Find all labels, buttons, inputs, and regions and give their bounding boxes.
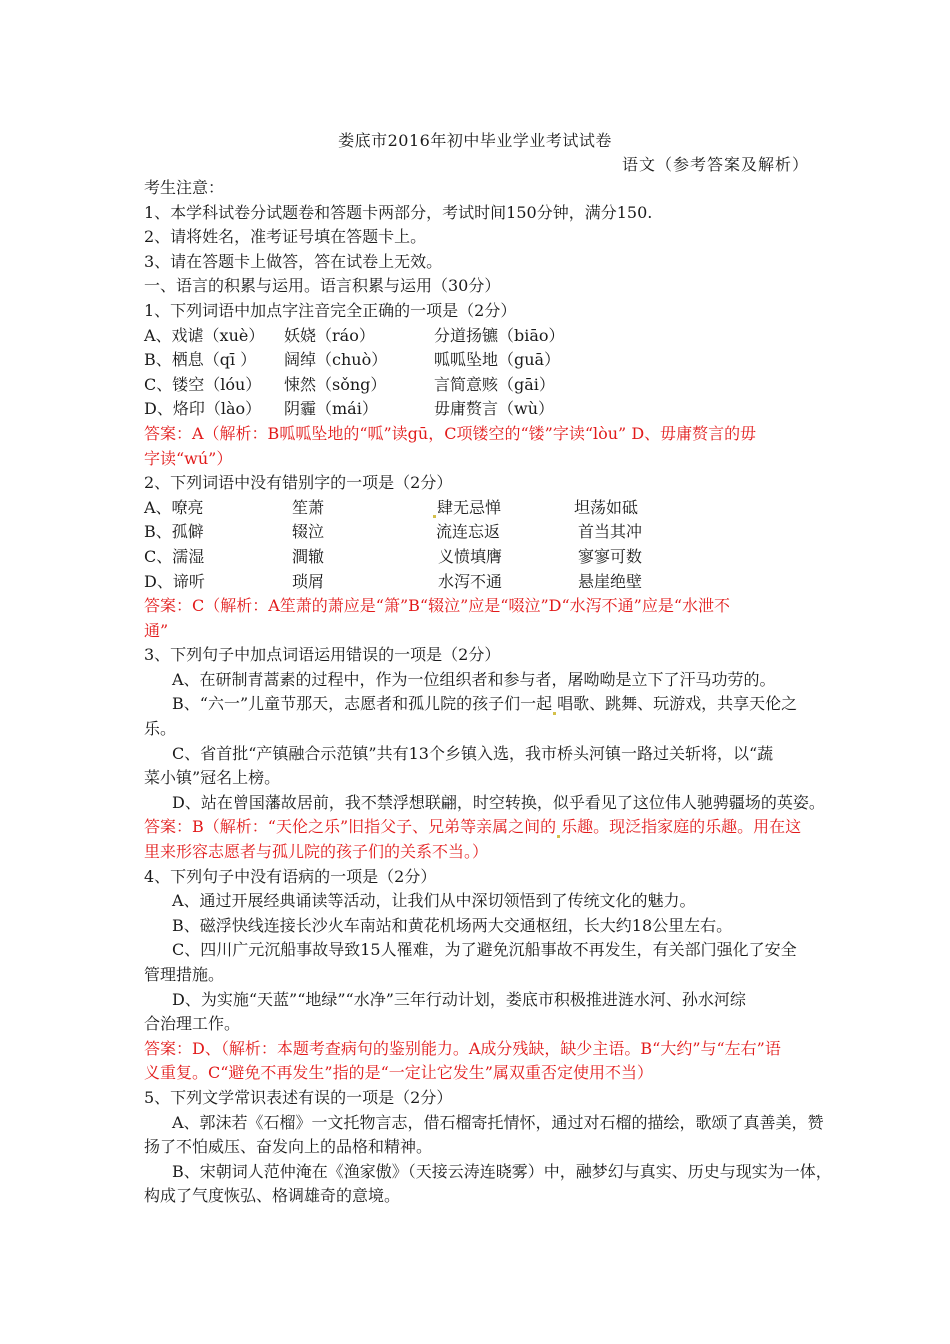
option-row bbox=[144, 496, 812, 521]
option-line: 合治理工作。 bbox=[144, 1014, 241, 1034]
stray-mark bbox=[557, 835, 560, 838]
option-line: 乐。 bbox=[144, 719, 177, 739]
option-row bbox=[144, 348, 812, 373]
question-stem: 4、下列句子中没有语病的一项是（2分） bbox=[144, 866, 437, 886]
question-stem: 2、下列词语中没有错别字的一项是（2分） bbox=[144, 473, 453, 493]
option-line: A、在研制青蒿素的过程中，作为一位组织者和参与者，屠呦呦是立下了汗马功劳的。 bbox=[172, 669, 776, 689]
notice-item: 2、请将姓名，准考证号填在答题卡上。 bbox=[144, 227, 427, 247]
option-cell: 坦荡如砥 bbox=[574, 497, 639, 517]
option-cell: 阴霾（mái） bbox=[284, 399, 378, 419]
answer-line: 通” bbox=[144, 620, 169, 640]
stray-mark bbox=[553, 712, 556, 715]
option-cell: 悬崖绝壁 bbox=[578, 571, 643, 591]
answer-line: 答案：D、（解析：本题考查病句的鉴别能力。A成分残缺，缺少主语。B“大约”与“左右”语 bbox=[144, 1038, 781, 1058]
answer-line: 义重复。C“避免不再发生”指的是“一定让它发生”属双重否定使用不当） bbox=[144, 1063, 653, 1083]
option-line: D、为实施“天蓝”“地绿”“水净”三年行动计划，娄底市积极推进涟水河、孙水河综 bbox=[172, 989, 746, 1009]
notice-item: 1、本学科试卷分试题卷和答题卡两部分，考试时间150分钟，满分150. bbox=[144, 202, 653, 222]
answer-block bbox=[144, 1037, 812, 1086]
option-cell: 流连忘返 bbox=[436, 522, 501, 542]
page-title: 娄底市2016年初中毕业学业考试试卷 bbox=[338, 131, 612, 150]
option-line: 管理措施。 bbox=[144, 965, 225, 984]
option-cell: B、栖息（qī ） bbox=[144, 350, 257, 370]
option-cell: 澗辙 bbox=[292, 546, 325, 566]
question-stem: 1、下列词语中加点字注音完全正确的一项是（2分） bbox=[144, 300, 517, 320]
option-line: 菜小镇”冠名上榜。 bbox=[144, 768, 281, 788]
option-cell: B、孤僻 bbox=[144, 522, 204, 542]
option-cell: C、镂空（lóu） bbox=[144, 374, 262, 394]
option-cell: 分道扬镳（biāo） bbox=[434, 325, 565, 345]
option-cell: 寥寥可数 bbox=[578, 546, 643, 566]
option-line: B、磁浮快线连接长沙火车南站和黄花机场两大交通枢纽，长大约18公里左右。 bbox=[172, 915, 733, 935]
option-cell: 言简意赅（gāi） bbox=[434, 374, 555, 394]
option-cell: A、戏谑（xuè） bbox=[144, 325, 265, 345]
option-cell: 悚然（sǒng） bbox=[284, 374, 387, 394]
option-cell: 妖娆（ráo） bbox=[284, 325, 375, 345]
option-line: C、四川广元沉船事故导致15人罹难，为了避免沉船事故不再发生，有关部门强化了安全 bbox=[172, 940, 797, 960]
answer-block bbox=[144, 594, 812, 643]
option-cell: 琐屑 bbox=[292, 571, 325, 591]
option-line: D、站在曾国藩故居前，我不禁浮想联翩，时空转换，似乎看见了这位伟人驰骋疆场的英姿。 bbox=[172, 792, 825, 812]
option-row bbox=[144, 397, 812, 422]
option-line: 扬了不怕威压、奋发向上的品格和精神。 bbox=[144, 1137, 433, 1157]
answer-line: 里来形容志愿者与孤儿院的孩子们的关系不当。） bbox=[144, 842, 489, 862]
answer-block bbox=[144, 422, 812, 471]
option-cell: 阔绰（chuò） bbox=[284, 350, 388, 370]
answer-line: 答案：C（解析：A笙萧的萧应是“箫”B“辍泣”应是“啜泣”D“水泻不通”应是“水泄不 bbox=[144, 596, 731, 616]
option-cell: 毋庸赘言（wù） bbox=[434, 399, 555, 419]
option-cell: 笙萧 bbox=[292, 497, 325, 517]
option-row bbox=[144, 520, 812, 545]
question-stem: 3、下列句子中加点词语运用错误的一项是（2分） bbox=[144, 645, 501, 665]
option-row bbox=[144, 373, 812, 398]
notice-heading: 考生注意： bbox=[144, 178, 225, 197]
exam-body bbox=[144, 176, 832, 1209]
option-cell: C、濡湿 bbox=[144, 546, 205, 566]
option-line: A、郭沫若《石榴》一文托物言志，借石榴寄托情怀，通过对石榴的描绘，歌颂了真善美，赞 bbox=[172, 1112, 824, 1132]
answer-block bbox=[144, 815, 812, 864]
answer-line: 答案：B（解析：“天伦之乐”旧指父子、兄弟等亲属之间的 乐趣。现泛指家庭的乐趣。用在这 bbox=[144, 817, 802, 837]
answer-line: 字读“wú”） bbox=[144, 448, 233, 468]
option-row bbox=[144, 545, 812, 570]
option-cell: D、烙印（lào） bbox=[144, 399, 262, 419]
option-line: 构成了气度恢弘、格调雄奇的意境。 bbox=[144, 1186, 401, 1206]
option-cell: A、嘹亮 bbox=[144, 497, 204, 517]
option-cell: 肆无忌惮 bbox=[432, 496, 574, 521]
option-cell: 首当其冲 bbox=[578, 522, 643, 542]
option-cell: D、谛听 bbox=[144, 571, 205, 591]
option-cell: 辍泣 bbox=[292, 522, 325, 542]
option-row bbox=[144, 570, 812, 595]
option-cell: 水泻不通 bbox=[438, 571, 503, 591]
question-stem: 5、下列文学常识表述有误的一项是（2分） bbox=[144, 1087, 453, 1107]
option-cell: 义愤填膺 bbox=[438, 546, 503, 566]
page-subtitle: 语文（参考答案及解析） bbox=[622, 155, 810, 174]
notice-item: 3、请在答题卡上做答，答在试卷上无效。 bbox=[144, 251, 443, 271]
option-line: C、省首批“产镇融合示范镇”共有13个乡镇入选，我市桥头河镇一路过关斩将，以“蔬 bbox=[172, 743, 774, 763]
option-cell: 呱呱坠地（guā） bbox=[434, 350, 561, 370]
option-row bbox=[144, 324, 812, 349]
option-line: A、通过开展经典诵读等活动，让我们从中深切领悟到了传统文化的魅力。 bbox=[172, 891, 696, 911]
option-line: B、“六一”儿童节那天，志愿者和孤儿院的孩子们一起 唱歌、跳舞、玩游戏，共享天伦之 bbox=[172, 694, 798, 714]
option-line: B、宋朝词人范仲淹在《渔家傲》（天接云涛连晓雾）中，融梦幻与真实、历史与现实为一体， bbox=[172, 1161, 832, 1181]
stray-mark bbox=[433, 515, 436, 518]
section-heading: 一、语言的积累与运用。语言积累与运用（30分） bbox=[144, 276, 501, 296]
answer-line: 答案：A（解析：B呱呱坠地的“呱”读gū，C项镂空的“镂”字读“lòu” D、毋庸赘言的毋 bbox=[144, 423, 757, 443]
